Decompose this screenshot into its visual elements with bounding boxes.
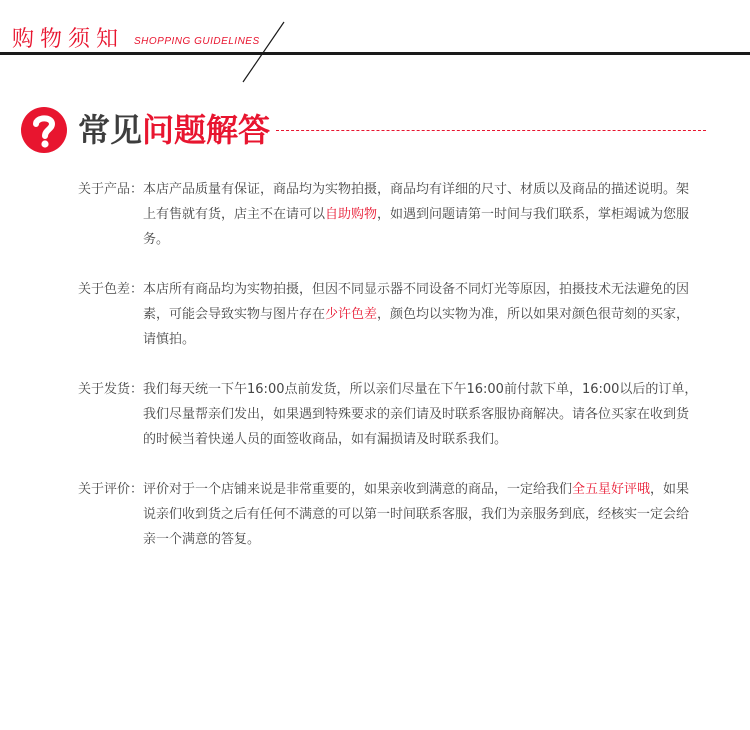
slash-decoration [238,20,288,84]
faq-text: 本店产品质量有保证，商品均为实物拍摄，商品均有详细的尺寸、材质以及商品的描述说明。架上有售就有货，店主不在请可以 [143,182,690,222]
faq-title-dark: 常见 [78,111,143,149]
faq-answer [143,177,698,252]
faq-answer [143,477,698,552]
faq-label: 关于发货： [78,382,144,397]
faq-highlight: 全五星好评哦 [572,482,651,497]
header-divider [0,52,750,55]
faq-label: 关于色差： [78,282,144,297]
faq-text: 本店所有商品均为实物拍摄，但因不同显示器不同设备不同灯光等原因，拍摄技术无法避免的因素，可能会导致实物与图片存在 [143,282,690,322]
faq-highlight: 自助购物 [325,207,378,222]
header-subtitle: SHOPPING GUIDELINES [134,36,260,47]
faq-answer [143,377,698,452]
faq-text: ，颜色均以实物为准，所以如果对颜色很苛刻的买家，请慎拍。 [143,307,690,347]
faq-text: ，如遇到问题请第一时间与我们联系，掌柜竭诚为您服务。 [143,207,690,247]
faq-item-color [78,277,698,352]
faq-title-red: 问题解答 [142,111,271,149]
faq-text: 评价对于一个店铺来说是非常重要的，如果亲收到满意的商品，一定给我们 [143,482,573,497]
faq-title [78,110,270,150]
faq-item-product [78,177,698,252]
faq-label: 关于评价： [78,482,144,497]
faq-text: ，如果说亲们收到货之后有任何不满意的可以第一时间联系客服，我们为亲服务到底，经核实一定会给亲一个满意的答复。 [143,482,690,547]
question-icon [20,106,68,154]
faq-section-header [20,104,720,160]
page-header [0,0,750,80]
faq-label: 关于产品： [78,182,144,197]
faq-title-dashed-line [276,130,706,131]
faq-highlight: 少许色差 [325,307,378,322]
header-title: 购物须知 [12,27,125,52]
faq-item-shipping [78,377,698,452]
faq-item-review [78,477,698,552]
faq-answer [143,277,698,352]
faq-text: 我们每天统一下午16:00点前发货，所以亲们尽量在下午16:00前付款下单，16:00以后的订单，我们尽量帮亲们发出，如果遇到特殊要求的亲们请及时联系客服协商解决。请各位买家在收到货的时候当着快递人员的面签收商品，如有漏损请及时联系我们。 [143,382,698,447]
